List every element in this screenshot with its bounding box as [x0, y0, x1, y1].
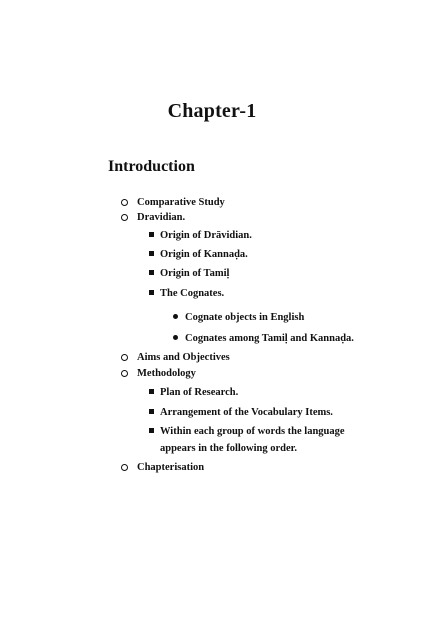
square-bullet-icon — [149, 270, 154, 275]
toc-item-within-line-2: appears in the following order. — [160, 443, 297, 454]
toc-item-origin-tamil: Origin of Tamiḷ — [160, 268, 230, 279]
toc-item-plan: Plan of Research. — [160, 387, 239, 398]
circle-bullet-icon — [121, 370, 128, 377]
toc-item-cognate-objects: Cognate objects in English — [185, 312, 305, 323]
toc-item-cognates-among: Cognates among Tamiḷ and Kannaḍa. — [185, 333, 354, 344]
toc-item-chapterisation: Chapterisation — [137, 462, 205, 473]
circle-bullet-icon — [121, 464, 128, 471]
circle-bullet-icon — [121, 199, 128, 206]
section-heading: Introduction — [108, 158, 195, 175]
circle-bullet-icon — [121, 214, 128, 221]
dot-bullet-icon — [173, 314, 178, 319]
chapter-title: Chapter-1 — [167, 100, 257, 122]
toc-item-origin-kannada: Origin of Kannaḍa. — [160, 249, 248, 260]
toc-item-arrangement: Arrangement of the Vocabulary Items. — [160, 407, 333, 418]
square-bullet-icon — [149, 409, 154, 414]
square-bullet-icon — [149, 251, 154, 256]
toc-item-within-line-1: Within each group of words the language — [160, 426, 345, 437]
square-bullet-icon — [149, 428, 154, 433]
square-bullet-icon — [149, 232, 154, 237]
toc-item-the-cognates: The Cognates. — [160, 288, 225, 299]
circle-bullet-icon — [121, 354, 128, 361]
square-bullet-icon — [149, 389, 154, 394]
dot-bullet-icon — [173, 335, 178, 340]
toc-item-methodology: Methodology — [137, 368, 196, 379]
toc-item-aims: Aims and Objectives — [137, 352, 230, 363]
toc-item-dravidian: Dravidian. — [137, 212, 186, 223]
toc-item-origin-dravidian: Origin of Drāvidian. — [160, 230, 252, 241]
square-bullet-icon — [149, 290, 154, 295]
toc-item-comparative-study: Comparative Study — [137, 197, 225, 208]
